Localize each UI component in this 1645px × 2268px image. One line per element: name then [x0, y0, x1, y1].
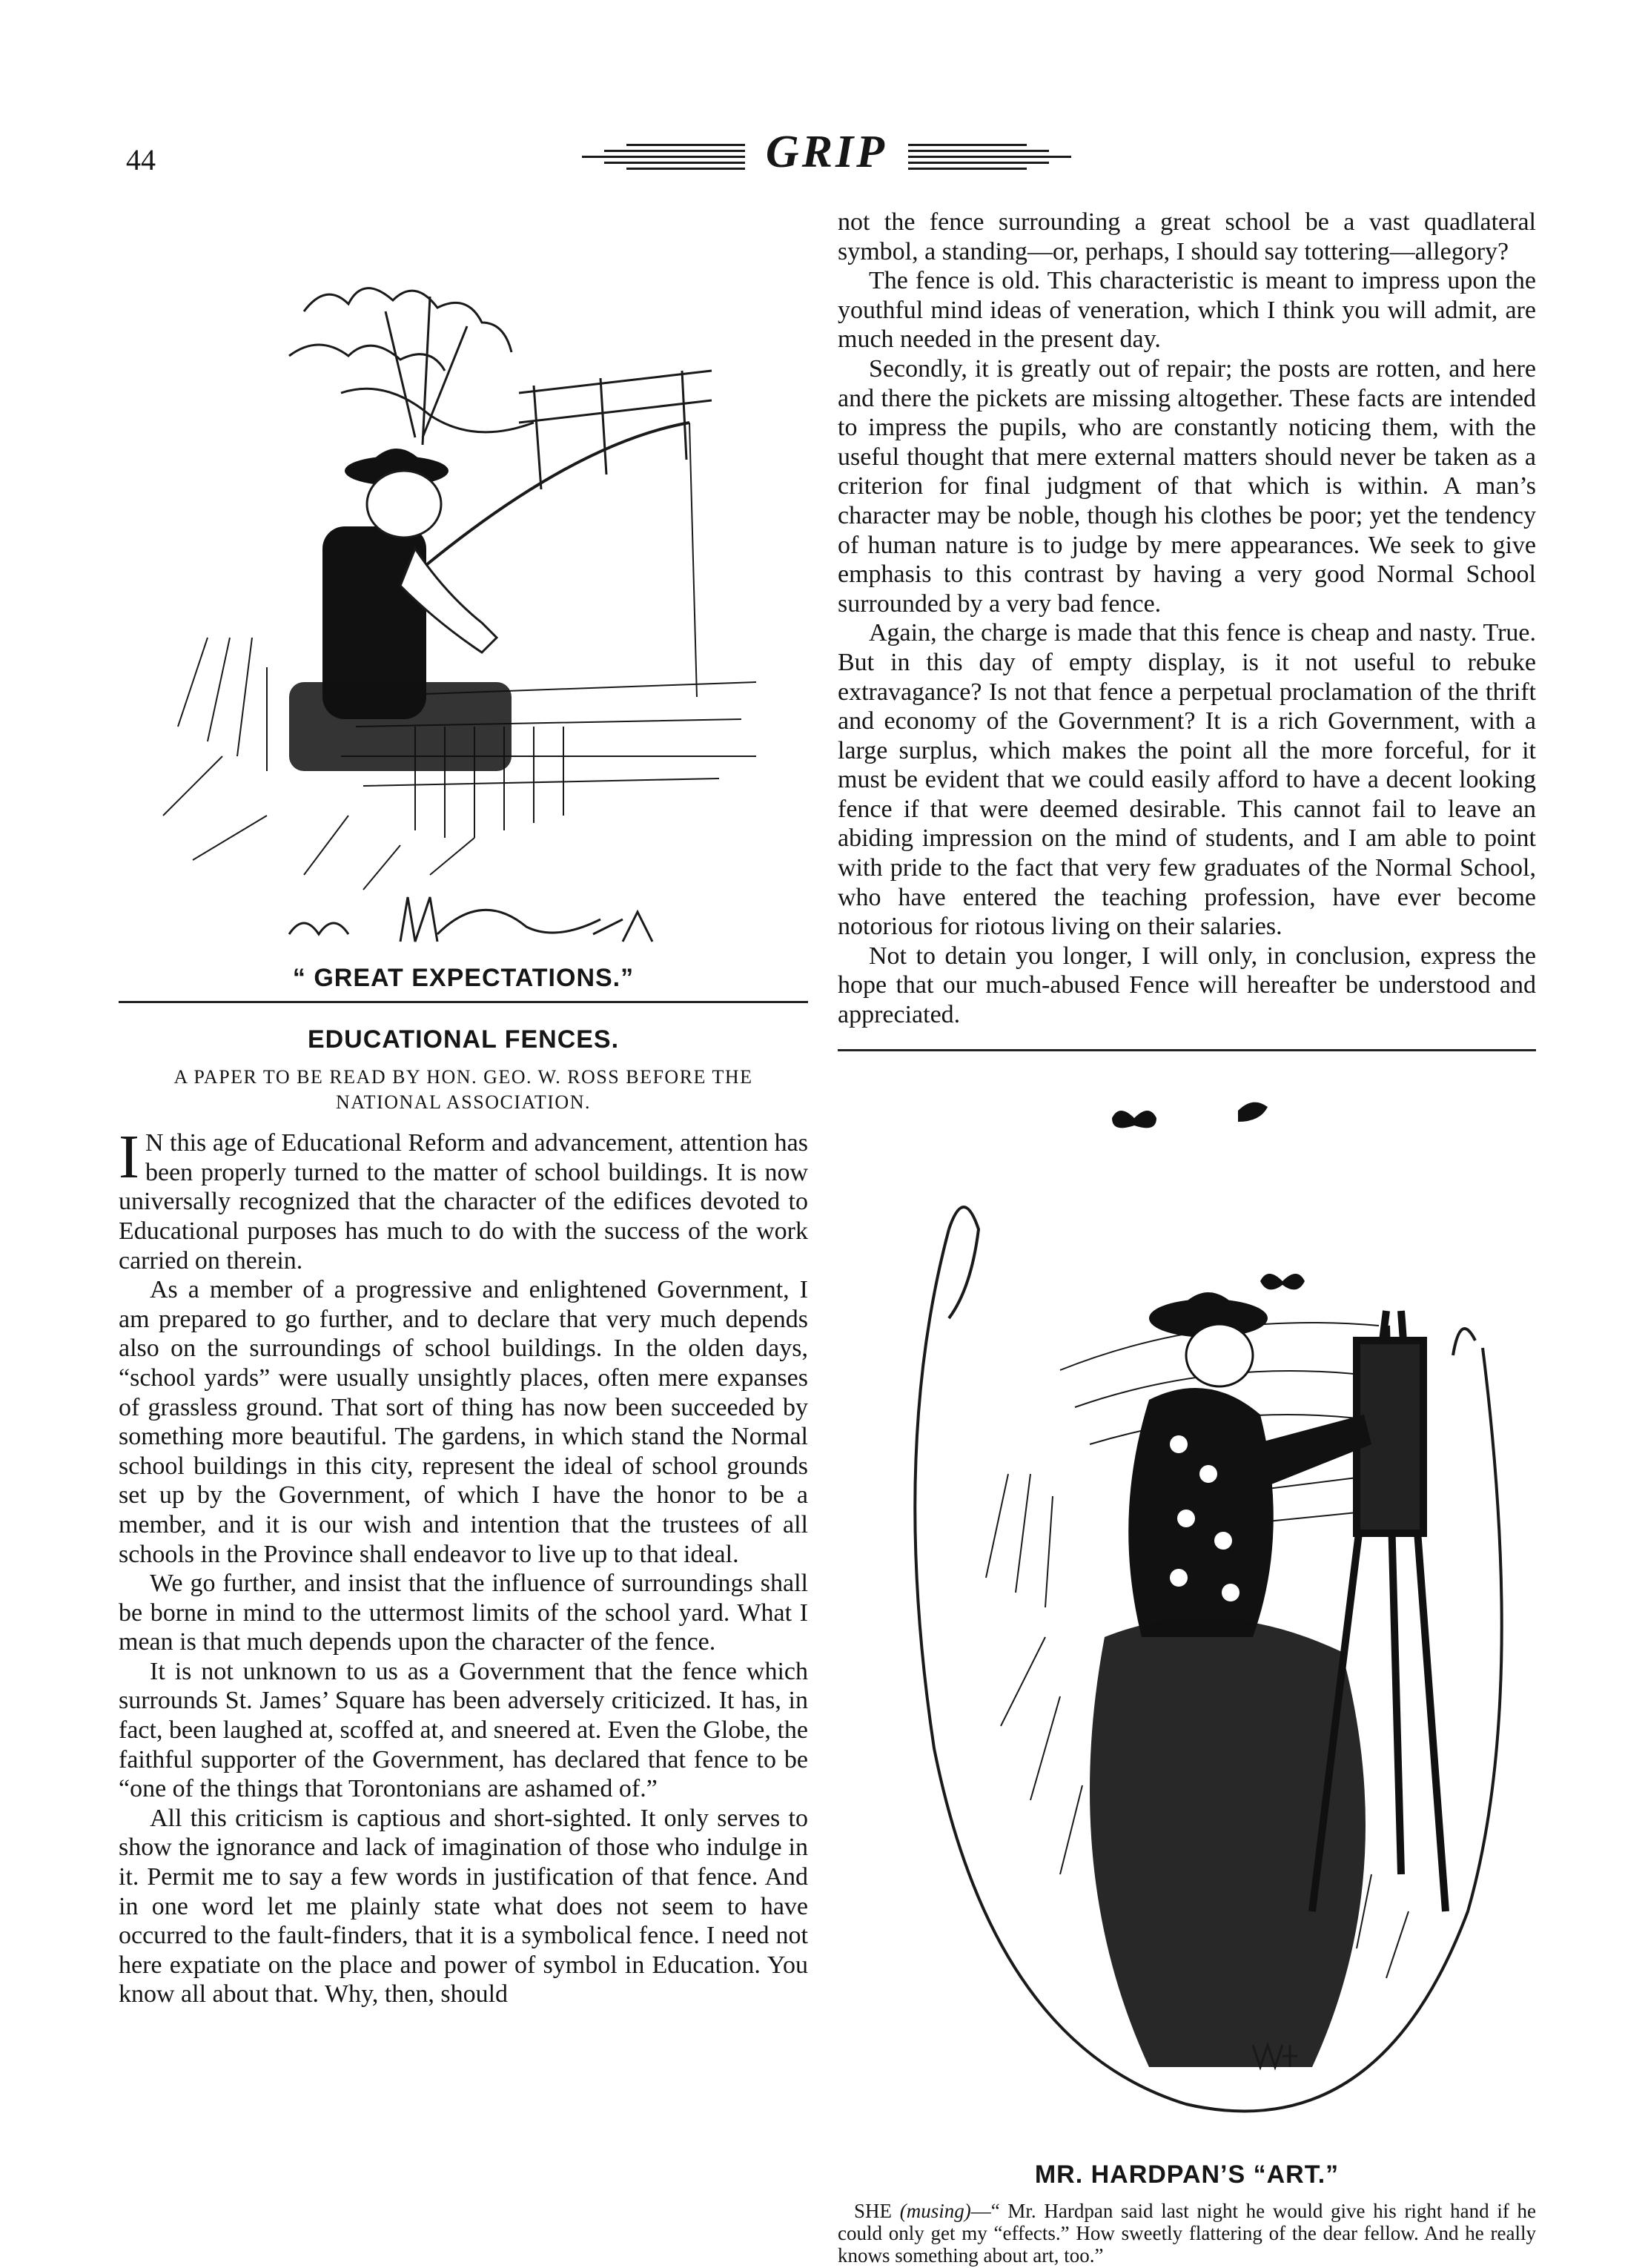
- painter-caption: MR. HARDPAN’S “ART.”: [1034, 2160, 1340, 2189]
- masthead-rules-right: [908, 142, 1071, 172]
- article-paragraph: It is not unknown to us as a Government that the fence which surrounds St. James’ Square has been adversely criticized. It has, in fact, been laughed at, scoffed at, and sneered at. Even the Globe, the faithful supporter of the Government, has declared that fence to be “one of the things that Torontonians are ashamed of.”: [119, 1657, 808, 1803]
- publication-title: GRIP: [765, 127, 888, 177]
- painter-illustration: [838, 1059, 1536, 2156]
- left-column: [119, 208, 808, 2009]
- article-paragraph: All this criticism is captious and short-sighted. It only serves to show the ignorance and lack of imagination of those who indulge in it. Permit me to say a few words in justification of that fence. And in one word let me plainly state what does not seem to have occurred to the fault-finders, that it is a symbolical fence. I need not here expatiate on the place and power of symbol in Education. You know all about that. Why, then, should: [119, 1804, 808, 2009]
- paragraph-text: N this age of Educational Reform and advancement, attention has been properly turned to the matter of school buildings. It is now universally recognized that the character of the edifices devoted to Educational purposes has much to do with the success of the work carried on therein.: [119, 1129, 808, 1274]
- article-title: EDUCATIONAL FENCES.: [307, 1025, 620, 1054]
- article-paragraph: Not to detain you longer, I will only, in conclusion, express the hope that our much-abused Fence will hereafter be understood and appreciated.: [838, 942, 1536, 1029]
- page-number: 44: [126, 143, 156, 176]
- painter-caption-text: [838, 2200, 1536, 2267]
- caption-quote: —“ Mr. Hardpan said last night he would give his right hand if he could only get my “effects.” How sweetly flattering of the dear fellow. And he really knows something about art, too.”: [838, 2200, 1537, 2267]
- section-divider: [838, 1049, 1536, 1051]
- fisherman-caption: “ GREAT EXPECTATIONS.”: [292, 964, 635, 992]
- caption-stage-direction: (musing): [899, 2200, 971, 2223]
- article-paragraph: Again, the charge is made that this fence is cheap and nasty. True. But in this day of empty display, is it not useful to rebuke extravagance? Is not that fence a perpetual proclamation of the thrift and economy of the Government? It is a rich Government, with a large surplus, which makes the point all the more forceful, for it must be evident that we could easily afford to have a decent looking fence if that were deemed desirable. This cannot fail to leave an abiding impression on the mind of students, and I am able to point with pride to the fact that very few graduates of the Normal School, who have entered the teaching profession, have ever become notorious for riotous living on their salaries.: [838, 619, 1536, 941]
- section-divider: [119, 1001, 808, 1003]
- masthead-rules-left: [582, 142, 745, 172]
- article-paragraph: [119, 1123, 808, 1275]
- painter-drawing: [838, 1059, 1536, 2156]
- article-subtitle: A PAPER TO BE READ BY HON. GEO. W. ROSS BEFORE THE NATIONAL ASSOCIATION.: [173, 1066, 753, 1114]
- article-paragraph: not the fence surrounding a great school be a vast quadlateral symbol, a standing—or, perhaps, I should say tottering—allegory?: [838, 208, 1536, 265]
- fisherman-drawing: [119, 208, 808, 964]
- right-column: [838, 208, 1536, 2267]
- fisherman-illustration: [119, 208, 808, 964]
- article-paragraph: We go further, and insist that the influence of surroundings shall be borne in mind to the uttermost limits of the school yard. What I mean is that much depends upon the character of the fence.: [119, 1570, 808, 1656]
- dropcap-letter: I: [119, 1123, 139, 1192]
- caption-speaker: SHE: [854, 2200, 893, 2223]
- article-paragraph: Secondly, it is greatly out of repair; the posts are rotten, and here and there the pickets are missing altogether. These facts are intended to impress the pupils, who are constantly noticing them, with the useful thought that mere external matters should never be taken as a criterion for final judgment of that which is within. A man’s character may be noble, though his clothes be poor; yet the tendency of human nature is to judge by mere appearances. We seek to give emphasis to this contrast by having a very good Normal School surrounded by a very bad fence.: [838, 354, 1536, 618]
- article-paragraph: As a member of a progressive and enlightened Government, I am prepared to go further, and to declare that very much depends also on the surroundings of school buildings. In the olden days, “school yards” were usually unsightly places, often mere expanses of grassless ground. That sort of thing has now been succeeded by something more beautiful. The gardens, in which stand the Normal school buildings in this city, represent the ideal of school grounds set up by the Government, of which I have the honor to be a member, and it is our wish and intention that the trustees of all schools in the Province shall endeavor to live up to that ideal.: [119, 1276, 808, 1568]
- article-paragraph: The fence is old. This characteristic is meant to impress upon the youthful mind ideas of veneration, which I think you will admit, are much needed in the present day.: [838, 267, 1536, 354]
- masthead: [575, 126, 1079, 185]
